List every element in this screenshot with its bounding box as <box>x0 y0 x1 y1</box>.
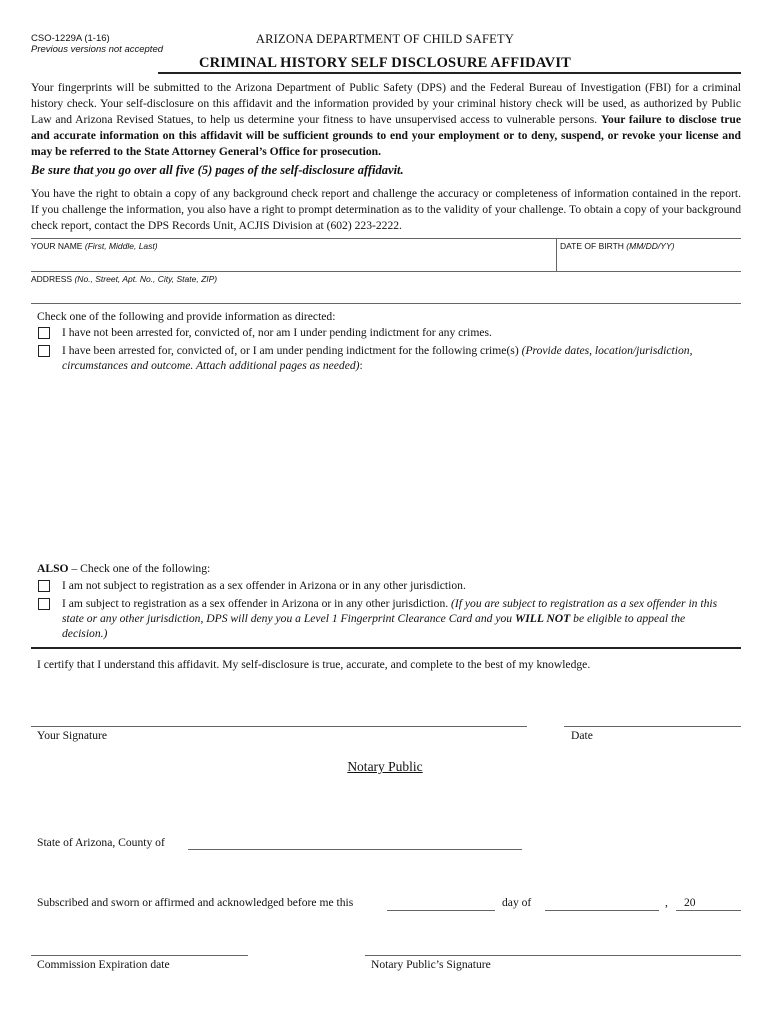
offender-option-1-checkbox[interactable] <box>38 580 50 592</box>
intro-text: Your fingerprints will be submitted to the Arizona Department of Public Safety (DPS) and the Federal Bureau of Investigation (FBI) for a criminal history check. Your self-disclosure on this affidavit and the information provided by your criminal history check will be used, as authorized by Public Law and Arizona Revised Statues, to help us determine your fitness to have unsupervised access to vulnerable persons. <box>31 81 741 126</box>
day-of-label: day of <box>502 896 532 909</box>
arrest-option-2-label: I have been arrested for, convicted of, or I am under pending indictment for the following crime(s) (Provide dates, location/jurisdiction, circumstances and outcome. Attach additional pages as needed): <box>62 344 693 372</box>
arrest-option-2-note: (Provide dates, location/jurisdiction, circumstances and outcome. Attach additional pages as needed) <box>62 344 693 372</box>
arrest-option-1-checkbox[interactable] <box>38 327 50 339</box>
offender-option-2-label: I am subject to registration as a sex offender in Arizona or in any other jurisdiction. (If you are subject to registration as a sex offender in this state or any other jurisdiction, DPS will deny you a Level 1 Fingerprint Clearance Card and you WILL NOT be eligible to appeal the decision.) <box>62 597 718 640</box>
sworn-label: Subscribed and sworn or affirmed and acknowledged before me this <box>37 896 354 909</box>
certification-text: I certify that I understand this affidavit. My self-disclosure is true, accurate, and complete to the best of my knowledge. <box>37 658 591 671</box>
year-prefix: 20 <box>684 896 696 909</box>
offender-option-1-label: I am not subject to registration as a sex offender in Arizona or in any other jurisdiction. <box>62 579 466 592</box>
address-label: ADDRESS (No., Street, Apt. No., City, State, ZIP) <box>31 274 218 284</box>
month-line[interactable] <box>545 910 659 911</box>
address-field[interactable] <box>31 284 741 302</box>
page-title: CRIMINAL HISTORY SELF DISCLOSURE AFFIDAVIT <box>198 55 572 71</box>
arrest-instruction: Check one of the following and provide information as directed: <box>37 310 336 323</box>
year-line[interactable] <box>676 910 741 911</box>
title-rule <box>158 72 741 74</box>
form-code: CSO-1229A (1-16) <box>31 33 110 44</box>
day-line[interactable] <box>387 910 495 911</box>
name-field[interactable] <box>31 250 555 270</box>
year-comma: , <box>665 896 668 909</box>
address-bottom-rule <box>31 303 741 304</box>
notary-heading: Notary Public <box>347 759 423 774</box>
version-note: Previous versions not accepted <box>31 44 164 55</box>
arrest-details-area[interactable] <box>62 378 741 553</box>
date-line[interactable] <box>564 726 741 727</box>
signature-line[interactable] <box>31 726 527 727</box>
commission-line[interactable] <box>31 955 248 956</box>
offender-instruction: ALSO – Check one of the following: <box>37 562 211 575</box>
warning-text: Your failure to disclose true and accurate information on this affidavit will be sufficient grounds to end your employment or to deny, suspend, or revoke your license and may be referred to the State Attorney General’s Office for prosecution. <box>31 113 741 158</box>
date-label: Date <box>571 729 593 742</box>
arrest-option-2-checkbox[interactable] <box>38 345 50 357</box>
commission-label: Commission Expiration date <box>37 958 170 971</box>
rights-paragraph: You have the right to obtain a copy of any background check report and challenge the accuracy or completeness of information contained in the report. If you challenge the information, you also have a right to prompt determination as to the validity of your challenge. To obtain a copy of your background check report, contact the DPS Records Unit, ACJIS Division at (602) 223-2222. <box>31 187 741 232</box>
intro-paragraph <box>31 80 741 160</box>
dob-field[interactable] <box>558 250 741 270</box>
agency-name: ARIZONA DEPARTMENT OF CHILD SAFETY <box>255 32 515 46</box>
notary-signature-line[interactable] <box>365 955 741 956</box>
name-top-rule <box>31 238 741 239</box>
dob-label: DATE OF BIRTH (MM/DD/YY) <box>560 241 675 251</box>
county-line[interactable] <box>188 849 522 850</box>
address-top-rule <box>31 271 741 272</box>
certification-rule <box>31 647 741 649</box>
reminder-text: Be sure that you go over all five (5) pages of the self-disclosure affidavit. <box>31 163 404 177</box>
offender-option-2-checkbox[interactable] <box>38 598 50 610</box>
arrest-option-1-label: I have not been arrested for, convicted of, nor am I under pending indictment for any crimes. <box>62 326 492 339</box>
state-county-label: State of Arizona, County of <box>37 836 165 849</box>
notary-signature-label: Notary Public’s Signature <box>371 958 491 971</box>
name-label: YOUR NAME (First, Middle, Last) <box>31 241 158 251</box>
signature-label: Your Signature <box>37 729 107 742</box>
name-dob-divider <box>556 238 557 271</box>
